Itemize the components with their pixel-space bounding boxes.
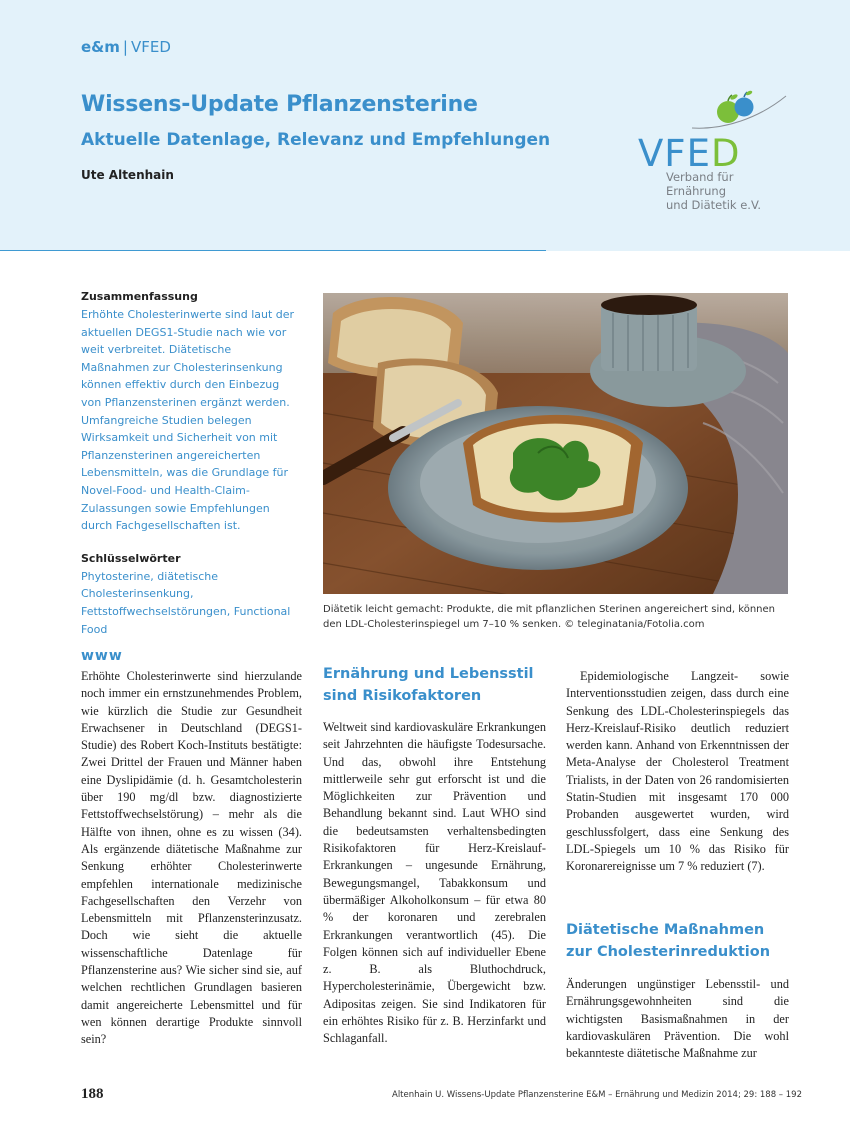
footer-reference: Altenhain U. Wissens-Update Pflanzensterine E&M – Ernährung und Medizin 2014; 29: 188 – 192 [392,1090,802,1100]
section-heading-risk-factors: Ernährung und Lebensstil sind Risikofaktoren [323,666,534,704]
journal-name: VFED [130,38,171,56]
article-photo [323,293,788,594]
logo-subtitle [666,170,794,212]
logo-wordmark-d: D [710,132,741,175]
page-number: 188 [81,1086,104,1102]
logo-wordmark [638,132,740,175]
article-title: Wissens-Update Pflanzensterine [81,92,478,117]
photo-caption: Diätetik leicht gemacht: Produkte, die mit pflanzlichen Sterinen angereichert sind, können den LDL-Cholesterinspiegel um 7–10 % senken. © teleginatania/Fotolia.com [323,604,775,630]
body-column-1: Erhöhte Cholesterinwerte sind hierzulande noch immer ein ernstzunehmendes Problem, wie kürzlich die Studie zur Gesundheit Erwachsener in Deutschland (DEGS1-Studie) des Robert Koch-Instituts bestätigte: Zwei Drittel der Frauen und Männer haben eine Dyslipidämie (d. h. Gesamtcholesterin über 190 mg/dl bzw. diagnostizierte Fettstoffwechselstörung) – mehr als die Hälfte von ihnen, ohne es zu wissen (34). Als ergänzende diätetische Maßnahme zur Senkung erhöhter Cholesterinwerte empfehlen internationale medizinische Fachgesellschaften den Verzehr von Lebensmitteln mit Pflanzensterinzusatz. Doch wie sieht die aktuelle wissenschaftliche Datenlage für Pflanzensterine aus? Wie sicher sind sie, auf welchen rechtlichen Grundlagen basieren damit angereicherte Lebensmittel und für wen können derartige Produkte sinnvoll sein? [81,669,302,1047]
body-column-3-continued: Änderungen ungünstiger Lebensstil- und Ernährungsgewohnheiten sind die wichtigsten Basismaßnahmen in der kardiovaskulären Prävention. Die wohl bekannteste diätetische Maßnahme zur [566,977,789,1061]
vfed-logo [634,88,794,212]
header-divider [0,250,546,251]
abstract-text: Erhöhte Cholesterinwerte sind laut der aktuellen DEGS1-Studie nach wie vor weit verbreitet. Diätetische Maßnahmen zur Cholesterinsenkung können effektiv durch den Einbezug von Pflanzensterinen ergänzt werden. Umfangreiche Studien belegen Wirksamkeit und Sicherheit von mit Pflanzensterinen angereicherten Lebensmitteln, was die Grundlage für Novel-Food- und Health-Claim-Zulassungen sowie Empfehlungen durch Fachgesellschaften ist. [81,308,295,533]
body-column-2: Weltweit sind kardiovaskuläre Erkrankungen seit Jahrzehnten die häufigste Todesursache. Und das, obwohl ihre Entstehung mittlerweile sehr gut erforscht ist und die Möglichkeiten zur Prävention und Behandlung bekannt sind. Laut WHO sind die bedeutsamsten verhaltensbedingten Risikofaktoren für Herz-Kreislauf-Erkrankungen – ungesunde Ernährung, Bewegungsmangel, Tabakkonsum und übermäßiger Alkoholkonsum – für etwa 80 % der koronaren und zerebralen Erkrankungen verantwortlich (45). Die Folgen können sich auf individueller Ebene z. B. als Bluthochdruck, Hypercholesterinämie, Übergewicht bzw. Adipositas zeigen. Sie sind Indikatoren für ein erhöhtes Risiko für z. B. Herzinfarkt und Schlaganfall. [323,720,546,1046]
logo-subtitle-line1: Verband für Ernährung [666,170,734,198]
article-subtitle: Aktuelle Datenlage, Relevanz und Empfehlungen [81,130,551,150]
keywords-text: Phytosterine, diätetische Cholesterinsenkung, Fettstoffwechselstörungen, Functional Food [81,569,291,636]
abstract-heading: Zusammenfassung [81,290,198,303]
body-column-3: Epidemiologische Langzeit- sowie Interventionsstudien zeigen, dass durch eine Senkung des LDL-Cholesterinspiegels das Herz-Kreislauf-Risiko deutlich reduziert werden kann. Anhand von Erkenntnissen der Meta-Analyse der Cholesterol Treatment Trialists, in der Daten von 26 randomisierten Statin-Studien mit insgesamt 170 000 Probanden ausgewertet wurden, wird geschlussfolgert, dass eine Senkung des LDL-Spiegels um 10 % das Risiko für Koronarereignisse um 7 % reduziert (7). [566,669,789,874]
logo-subtitle-line2: und Diätetik e.V. [666,198,762,212]
journal-separator: | [122,38,128,56]
logo-wordmark-vfe: VFE [638,132,711,175]
author: Ute Altenhain [81,168,174,182]
journal-tag [81,38,171,56]
abstract-block [81,290,301,638]
www-label: www [81,648,123,664]
journal-em: e&m [81,38,120,56]
keywords-heading: Schlüsselwörter [81,551,181,565]
section-heading-dietary-measures: Diätetische Maßnahmen zur Cholesterinreduktion [566,922,771,960]
bread-plate-photo-illustration [323,293,788,594]
